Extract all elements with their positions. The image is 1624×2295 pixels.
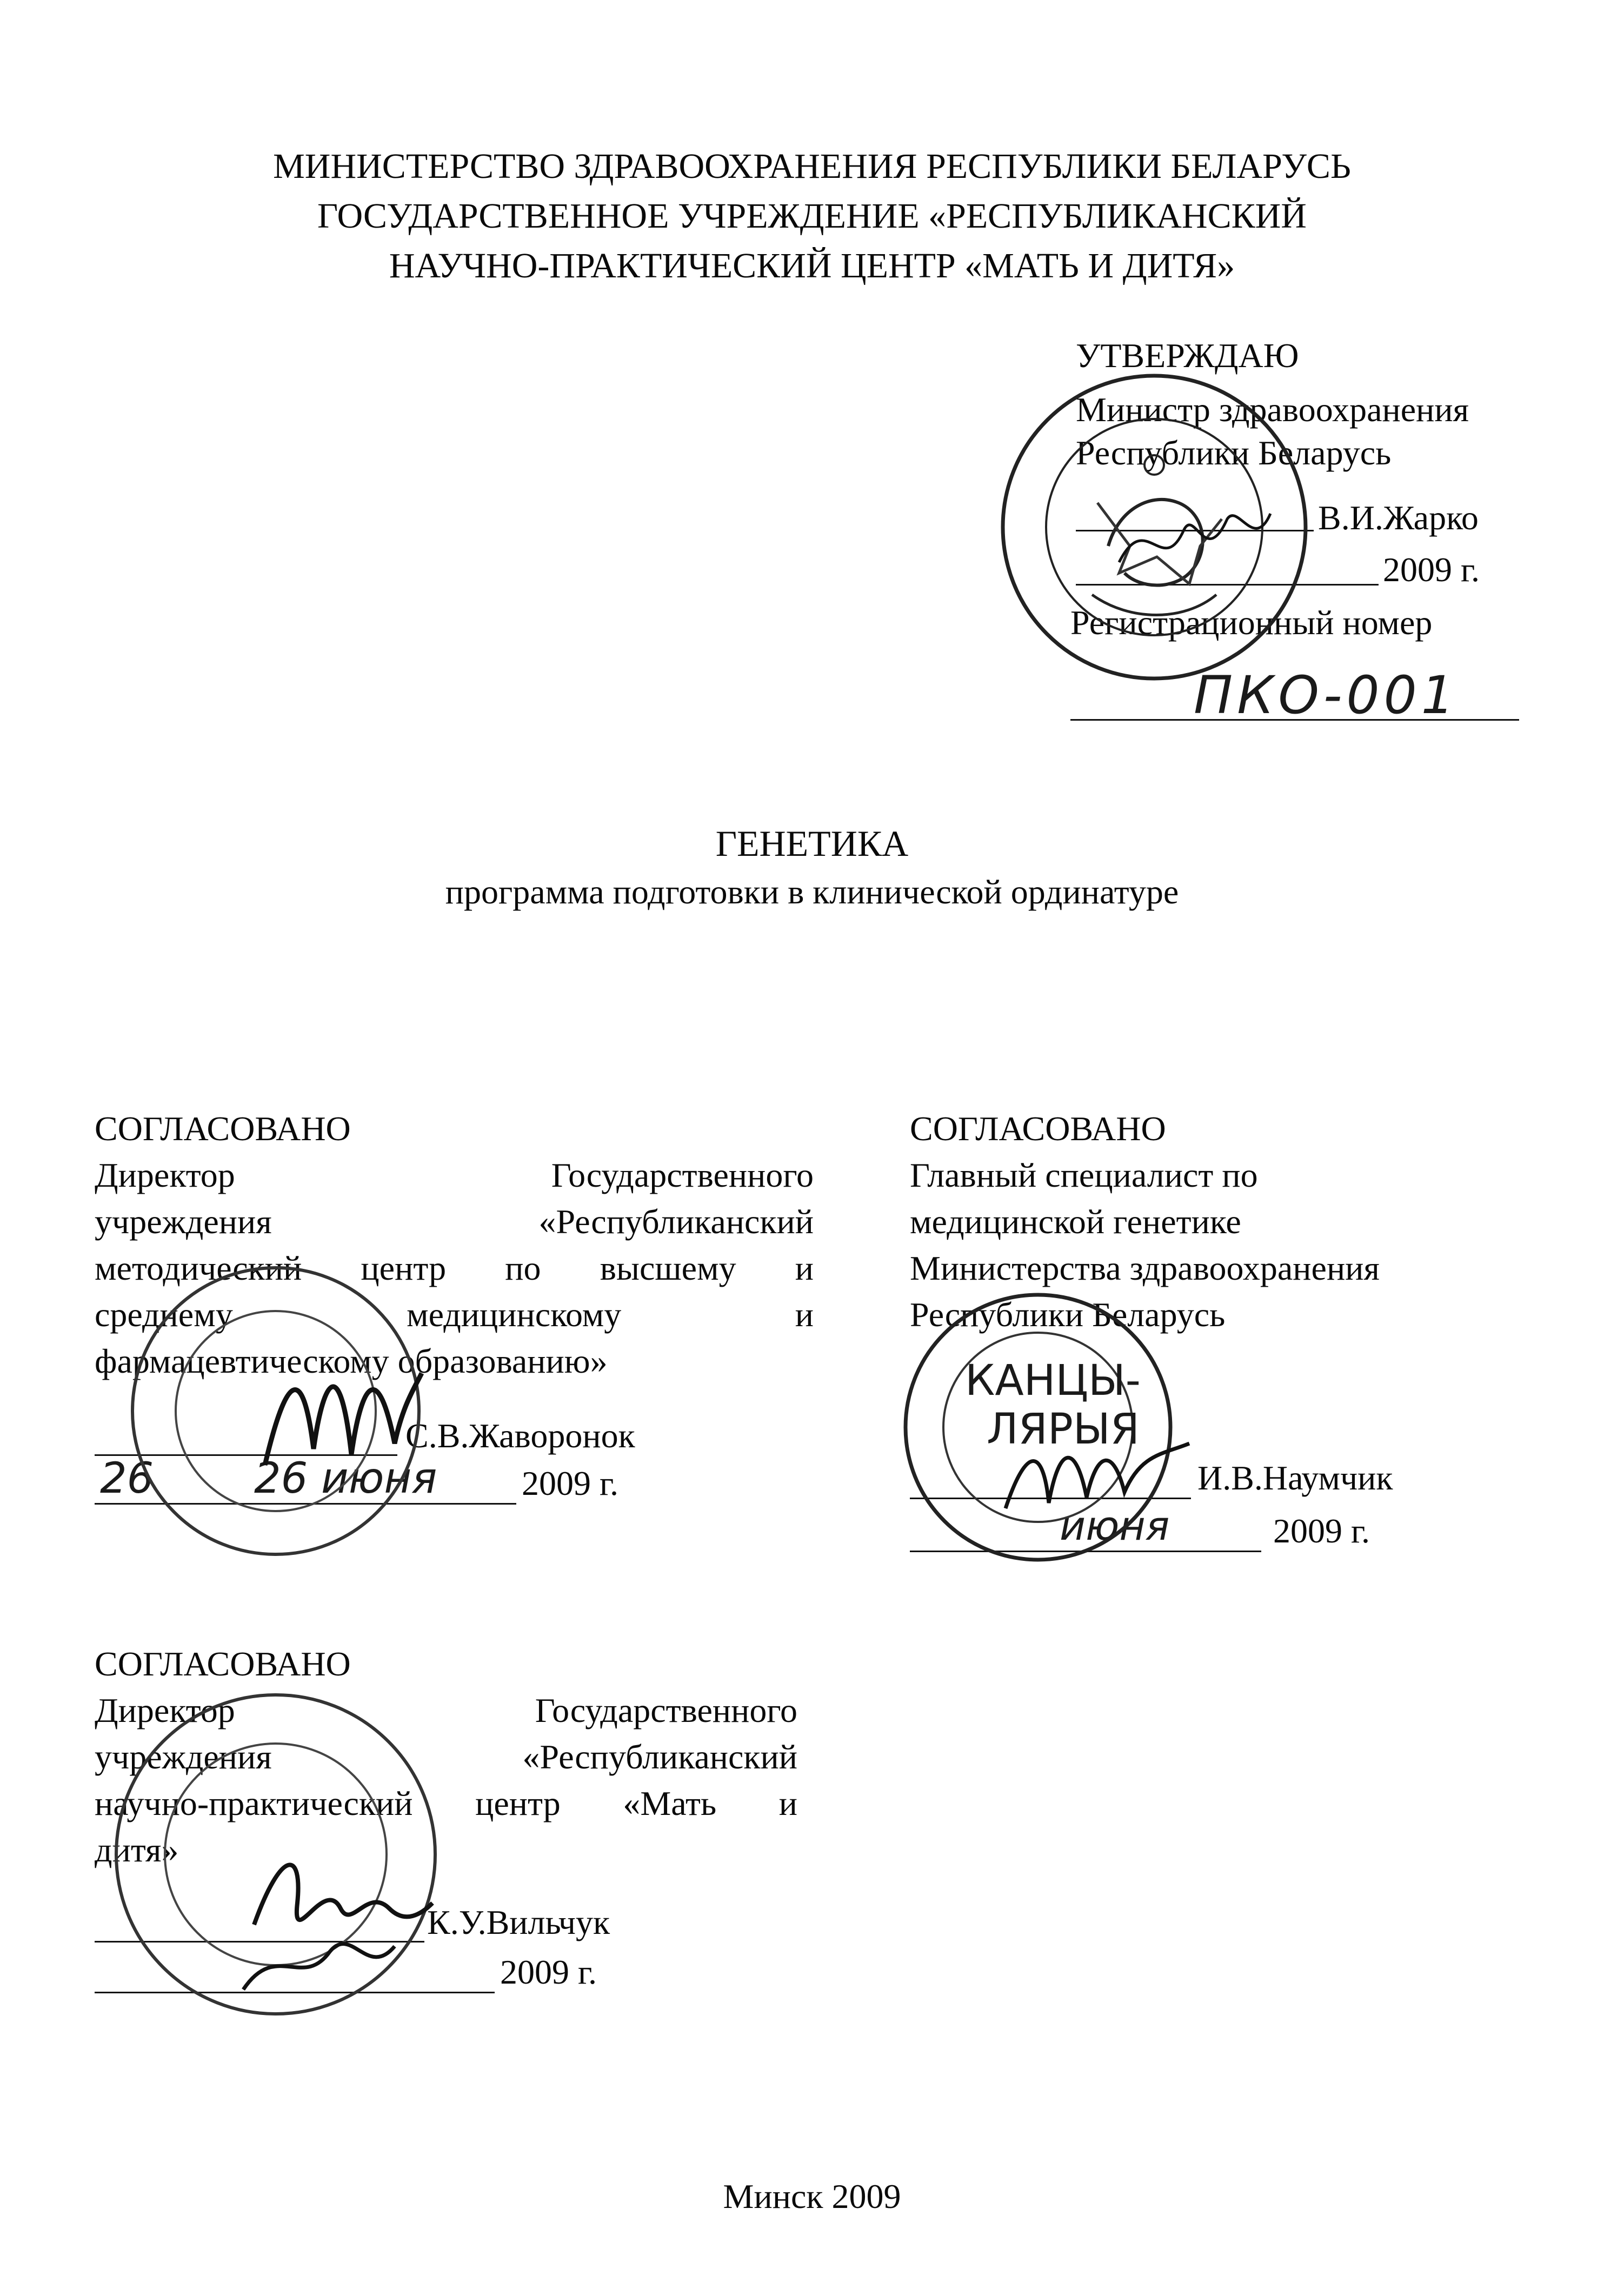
agreed-left-line-4: среднему медицинскому и xyxy=(95,1295,814,1334)
chancery-stamp xyxy=(897,1287,1179,1568)
document-title: ГЕНЕТИКА xyxy=(715,823,909,864)
agreed-right-year: 2009 г. xyxy=(1273,1512,1370,1550)
approval-year: 2009 г. xyxy=(1383,550,1480,589)
agreed-left-year: 2009 г. xyxy=(522,1464,619,1502)
agreed-right-line-4: Республики Беларусь xyxy=(910,1295,1226,1334)
agreed-right-date-month: июня xyxy=(1060,1503,1170,1549)
document-subtitle: программа подготовки в клинической ординатуре xyxy=(445,873,1179,911)
document-header xyxy=(0,142,1624,291)
institution-line-2: НАУЧНО-ПРАКТИЧЕСКИЙ ЦЕНТР «МАТЬ И ДИТЯ» xyxy=(389,246,1235,285)
agreed-bottom-label: СОГЛАСОВАНО xyxy=(95,1645,351,1683)
agreed-bottom-line-4: дитя» xyxy=(95,1831,179,1869)
city-year: Минск 2009 xyxy=(723,2177,901,2216)
approver-name: В.И.Жарко xyxy=(1318,498,1479,537)
agreed-bottom-year: 2009 г. xyxy=(500,1953,597,1991)
document-title-block xyxy=(0,822,1624,914)
approval-position-line-2: Республики Беларусь xyxy=(1076,434,1392,472)
approval-position-line-1: Министр здравоохранения xyxy=(1076,390,1469,429)
agreed-left-signature xyxy=(254,1341,427,1481)
registration-label: Регистрационный номер xyxy=(1070,603,1433,642)
agreed-left-line-5: фармацевтическому образованию» xyxy=(95,1342,608,1380)
svg-text:ЛЯРЫЯ: ЛЯРЫЯ xyxy=(987,1405,1140,1454)
document-footer xyxy=(0,2176,1624,2217)
agreed-right-line-1: Главный специалист по xyxy=(910,1156,1258,1194)
agreed-bottom-name: К.У.Вильчук xyxy=(427,1903,610,1941)
approval-label: УТВЕРЖДАЮ xyxy=(1076,336,1299,375)
agreed-bottom-line-3: научно-практический центр «Мать и xyxy=(95,1784,798,1822)
agreed-bottom-line-1: Директор Государственного xyxy=(95,1691,797,1729)
agreed-left-line-3: методический центр по высшему и xyxy=(95,1249,814,1287)
ministry-name: МИНИСТЕРСТВО ЗДРАВООХРАНЕНИЯ РЕСПУБЛИКИ БЕЛАРУСЬ xyxy=(273,147,1351,186)
agreed-right-line-3: Министерства здравоохранения xyxy=(910,1249,1380,1287)
agreed-right-line-2: медицинской генетике xyxy=(910,1202,1241,1241)
agreed-left-date-month: 26 июня xyxy=(254,1454,437,1503)
agreed-bottom-line-2: учреждения «Республиканский xyxy=(95,1738,797,1776)
institution-line-1: ГОСУДАРСТВЕННОЕ УЧРЕЖДЕНИЕ «РЕСПУБЛИКАНСКИЙ xyxy=(317,196,1307,236)
agreed-right-signature xyxy=(1000,1433,1195,1519)
agreed-left-line-1: Директор Государственного xyxy=(95,1156,814,1194)
registration-number: ПКО-001 xyxy=(1194,665,1459,726)
agreed-left-line-2: учреждения «Республиканский xyxy=(95,1202,814,1241)
agreed-right-name: И.В.Наумчик xyxy=(1197,1459,1393,1497)
agreed-left-label: СОГЛАСОВАНО xyxy=(95,1109,351,1148)
agreed-bottom-signature xyxy=(232,1827,438,2000)
agreed-left-name: С.В.Жаворонок xyxy=(405,1416,635,1455)
svg-text:КАНЦЫ-: КАНЦЫ- xyxy=(965,1356,1141,1405)
agreed-right-label: СОГЛАСОВАНО xyxy=(910,1109,1166,1148)
approver-signature xyxy=(1114,497,1276,584)
agreed-left-date-day: 26 xyxy=(100,1454,154,1503)
